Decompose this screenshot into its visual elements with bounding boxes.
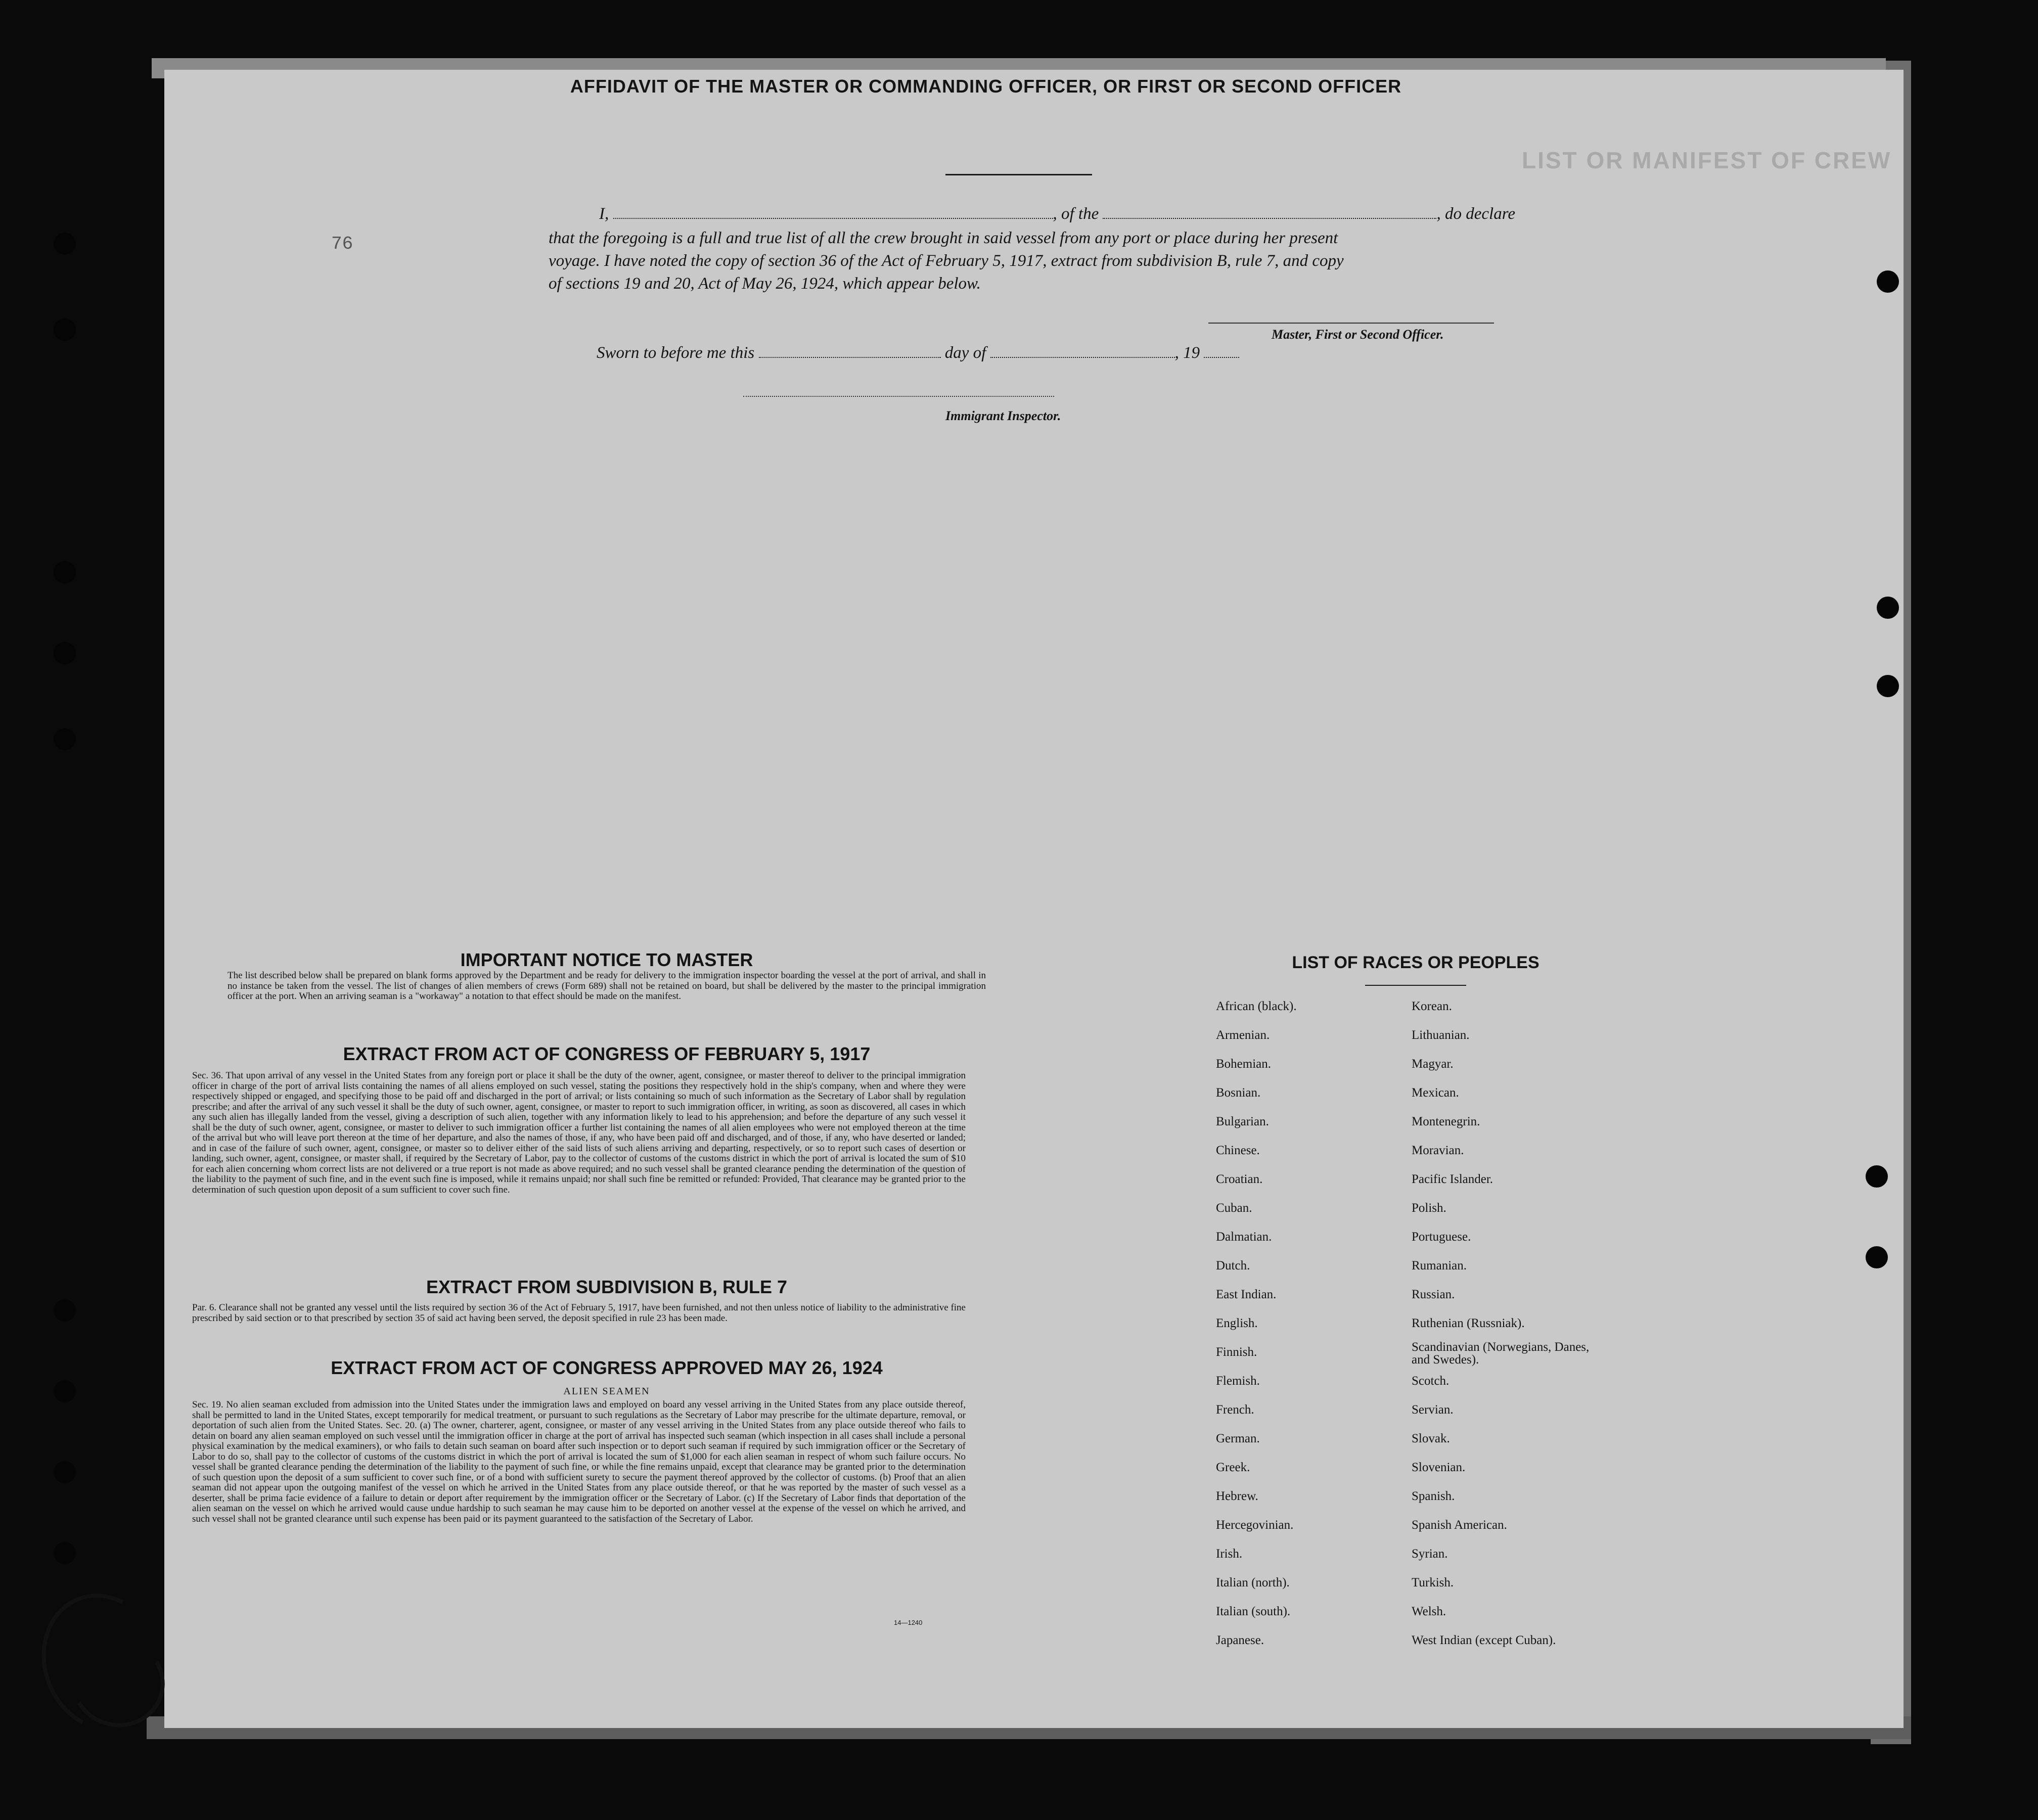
race-entry: Moravian.	[1412, 1144, 1464, 1157]
declare-label: , do declare	[1436, 205, 1515, 223]
show-through-text: LIST OR MANIFEST OF CREW	[1522, 147, 1892, 173]
race-entry: Rumanian.	[1412, 1259, 1467, 1272]
punch-hole	[54, 318, 76, 341]
punch-hole	[1866, 1165, 1888, 1188]
race-entry: Welsh.	[1412, 1605, 1446, 1618]
race-entry: African (black).	[1216, 999, 1297, 1013]
declarant-label: I,	[599, 205, 609, 223]
day-of-label: day of	[944, 344, 986, 362]
races-title-underline	[1365, 985, 1466, 986]
race-entry: Cuban.	[1216, 1201, 1252, 1215]
affidavit-title: AFFIDAVIT OF THE MASTER OR COMMANDING OFFICER, OR FIRST OR SECOND OFFICER	[570, 76, 1402, 97]
punch-hole	[1866, 1246, 1888, 1268]
race-entry: Montenegrin.	[1412, 1115, 1480, 1128]
race-entry: Armenian.	[1216, 1028, 1270, 1042]
races-title: LIST OF RACES OR PEOPLES	[1292, 953, 1539, 972]
race-entry: Finnish.	[1216, 1345, 1257, 1359]
race-entry: Italian (north).	[1216, 1576, 1290, 1589]
extract-1917-text: Sec. 36. That upon arrival of any vessel in the United States from any foreign port or place it shall be the duty of the owner, agent, consignee, or master thereof to deliver to the principal immigration officer in charge of the port of arrival lists containing the names of all aliens employed on such vessel, stating the positions they respectively hold in the ship's company, when and where they were respectively shipped or engaged, and specifying those to be paid off and discharged in the port of arrival; or lists containing so much of such information as the Secretary of Labor shall by regulation prescribe; and after the arrival of any such vessel it shall be the duty of such owner, agent, consignee, or master to report to such immigration officer, in writing, as soon as discovered, all cases in which any such alien has illegally landed from the vessel, giving a description of such alien, together with any information likely to lead to his apprehension; and before the departure of any such vessel it shall be the duty of such owner, agent, consignee, or master to deliver to such immigration officer a further list containing the names of all alien employees who were not employed thereon at the time of the arrival but who will leave port thereon at the time of her departure, and also the names of those, if any, who have been paid off and discharged, and of those, if any, who have deserted or landed; and in case of the failure of such owner, agent, consignee, or master so to deliver either of the said lists of such aliens arriving and departing, respectively, or so to report such cases of desertion or landing, such owner, agent, consignee, or master shall, if required by the Secretary of Labor, pay to the collector of customs of the customs district in which the port of arrival is located the sum of $10 for each alien concerning whom correct lists are not delivered or a true report is not made as above required; and no such vessel shall be granted clearance pending the determination of the question of the liability to the payment of such fine, and in the event such fine is imposed, while it remains unpaid; nor shall such fine be remitted or refunded: Provided, That clearance may be granted prior to the determination of such question upon deposit of a sum sufficient to cover such fine.	[192, 1070, 966, 1195]
race-entry: Bosnian.	[1216, 1086, 1261, 1100]
punch-hole	[1877, 597, 1899, 619]
extract-1924-subtitle: ALIEN SEAMEN	[563, 1386, 650, 1397]
race-entry: Scandinavian (Norwegians, Danes, and Swedes).	[1412, 1340, 1590, 1367]
race-entry: Flemish.	[1216, 1374, 1260, 1388]
race-entry: Ruthenian (Russniak).	[1412, 1316, 1525, 1330]
punch-hole	[54, 1542, 76, 1564]
race-entry: East Indian.	[1216, 1288, 1277, 1301]
race-entry: Italian (south).	[1216, 1605, 1291, 1618]
declarant-name-field[interactable]	[613, 217, 1053, 219]
punch-hole	[1877, 675, 1899, 697]
title-underline	[945, 174, 1092, 175]
sworn-day-field[interactable]	[759, 356, 941, 358]
sworn-line	[597, 344, 1239, 362]
race-entry: Hebrew.	[1216, 1489, 1258, 1503]
punch-hole	[54, 561, 76, 583]
notice-title: IMPORTANT NOTICE TO MASTER	[460, 949, 753, 970]
master-signature-label: Master, First or Second Officer.	[1272, 327, 1444, 342]
race-entry: English.	[1216, 1316, 1258, 1330]
race-entry: Slovak.	[1412, 1432, 1450, 1445]
extract-1924-text: Sec. 19. No alien seaman excluded from admission into the United States under the immigration laws and employed on board any vessel arriving in the United States from any place outside thereof, shall be permitted to land in the United States, except temporarily for medical treatment, or pursuant to such regulations as the Secretary of Labor may prescribe for the ultimate departure, removal, or deportation of such alien from the United States. Sec. 20. (a) The owner, charterer, agent, consignee, or master of any vessel arriving in the United States from any place outside thereof who fails to detain on board any alien seaman employed on such vessel until the immigration officer in charge at the port of arrival has inspected such seaman (which inspection in all cases shall include a personal physical examination by the medical examiners), or who fails to detain such seaman on board after such inspection or to deport such seaman if required by such immigration officer or the Secretary of Labor to do so, shall pay to the collector of customs of the customs district in which the port of arrival is located the sum of $1,000 for each alien seaman in respect of whom such failure occurs. No vessel shall be granted clearance pending the determination of the liability to the payment of such fine, or while the fine remains unpaid, except that clearance may be granted prior to the determination of such question upon the deposit of a sum sufficient to cover such fine, or of a bond with sufficient surety to secure the payment thereof approved by the collector of customs. (b) Proof that an alien seaman did not appear upon the outgoing manifest of the vessel on which he arrived in the United States from any place outside thereof, or that he was reported by the master of such vessel as a deserter, shall be prima facie evidence of a failure to detain or deport after requirement by the immigration officer or the Secretary of Labor. (c) If the Secretary of Labor finds that deportation of the alien seaman on the vessel on which he arrived would cause undue hardship to such seaman he may cause him to be deported on another vessel at the expense of the vessel on which he arrived, and such vessel shall not be granted clearance until such expense has been paid or its payment guaranteed to the satisfaction of the Secretary of Labor.	[192, 1399, 966, 1524]
sworn-label: Sworn to before me this	[597, 344, 755, 362]
race-entry: Japanese.	[1216, 1633, 1264, 1647]
race-entry: Turkish.	[1412, 1576, 1454, 1589]
race-entry: Greek.	[1216, 1461, 1250, 1474]
race-entry: Irish.	[1216, 1547, 1243, 1561]
year-label: , 19	[1174, 344, 1200, 362]
race-entry: Syrian.	[1412, 1547, 1448, 1561]
extract-rule7-title: EXTRACT FROM SUBDIVISION B, RULE 7	[426, 1277, 788, 1297]
extract-rule7-text: Par. 6. Clearance shall not be granted any vessel until the lists required by section 36 of the Act of February 5, 1917, have been furnished, and not then unless notice of liability to the administrative fine prescribed by said section or to that prescribed by section 35 of said act having been served, the deposit specified in rule 23 has been made.	[192, 1302, 966, 1324]
race-entry: Bulgarian.	[1216, 1115, 1269, 1128]
race-entry: Mexican.	[1412, 1086, 1459, 1100]
punch-hole	[54, 1299, 76, 1322]
vessel-name-field[interactable]	[1103, 217, 1436, 219]
race-entry: Hercegovinian.	[1216, 1518, 1294, 1532]
race-entry: German.	[1216, 1432, 1260, 1445]
punch-hole	[54, 233, 76, 255]
affidavit-text-line: voyage. I have noted the copy of section 36 of the Act of February 5, 1917, extract from subdivision B, rule 7, and copy	[549, 252, 1344, 270]
page-mark: 76	[331, 234, 353, 254]
inspector-signature-label: Immigrant Inspector.	[945, 408, 1061, 423]
master-signature-line[interactable]	[1208, 323, 1494, 324]
race-entry: Slovenian.	[1412, 1461, 1466, 1474]
race-entry: Pacific Islander.	[1412, 1172, 1493, 1186]
race-entry: Polish.	[1412, 1201, 1446, 1215]
race-entry: West Indian (except Cuban).	[1412, 1633, 1556, 1647]
race-entry: Magyar.	[1412, 1057, 1454, 1071]
race-entry: Bohemian.	[1216, 1057, 1272, 1071]
race-entry: Croatian.	[1216, 1172, 1263, 1186]
race-entry: Lithuanian.	[1412, 1028, 1470, 1042]
extract-1917-title: EXTRACT FROM ACT OF CONGRESS OF FEBRUARY 5, 1917	[343, 1043, 871, 1064]
form-number: 14—1240	[894, 1619, 923, 1626]
sworn-year-field[interactable]	[1204, 356, 1239, 358]
punch-hole	[54, 1380, 76, 1402]
punch-hole	[1877, 270, 1899, 293]
affidavit-declaration-line	[599, 205, 1515, 223]
sworn-month-field[interactable]	[990, 356, 1175, 358]
race-entry: Chinese.	[1216, 1144, 1260, 1157]
race-entry: Portuguese.	[1412, 1230, 1471, 1244]
punch-hole	[54, 1461, 76, 1483]
affidavit-text-line: of sections 19 and 20, Act of May 26, 1924, which appear below.	[549, 275, 981, 293]
race-entry: Spanish.	[1412, 1489, 1455, 1503]
race-entry: Russian.	[1412, 1288, 1455, 1301]
race-entry: French.	[1216, 1403, 1254, 1417]
vessel-label: , of the	[1053, 205, 1099, 223]
affidavit-text-line: that the foregoing is a full and true list of all the crew brought in said vessel from any port or place during her present	[549, 229, 1338, 247]
race-entry: Dalmatian.	[1216, 1230, 1272, 1244]
notice-text: The list described below shall be prepared on blank forms approved by the Department and be ready for delivery to the immigration inspector boarding the vessel at the port of arrival, and shall in no instance be taken from the vessel. The list of changes of alien members of crews (Form 689) shall not be retained on board, but shall be delivered by the master to the principal immigration officer at the port. When an arriving seaman is a "workaway" a notation to that effect should be made on the manifest.	[228, 970, 986, 1002]
race-entry: Scotch.	[1412, 1374, 1450, 1388]
punch-hole	[54, 728, 76, 750]
race-entry: Korean.	[1412, 999, 1452, 1013]
extract-1924-title: EXTRACT FROM ACT OF CONGRESS APPROVED MAY 26, 1924	[331, 1357, 883, 1378]
race-entry: Spanish American.	[1412, 1518, 1507, 1532]
inspector-signature-line[interactable]	[743, 396, 1054, 397]
punch-hole	[54, 642, 76, 664]
race-entry: Dutch.	[1216, 1259, 1250, 1272]
race-entry: Servian.	[1412, 1403, 1454, 1417]
